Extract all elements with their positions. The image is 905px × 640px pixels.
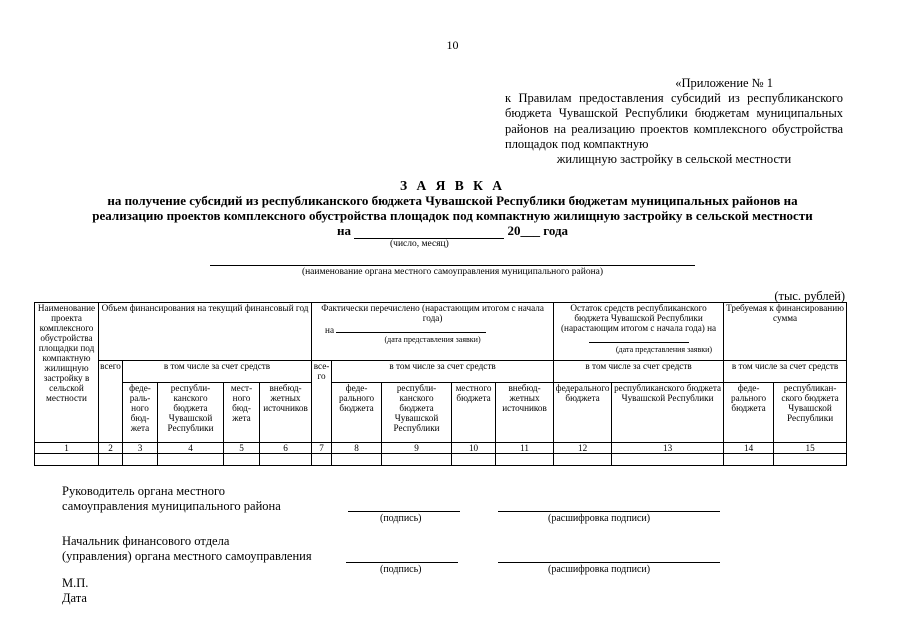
sub-federal-2: федерального бюджета [332,383,382,443]
finance-title-line-1: Начальник финансового отдела [62,534,230,548]
date-year: 20___ года [507,223,569,238]
finance-title-line-2: (управления) органа местного самоуправления [62,549,312,563]
date-line [0,223,905,239]
sub-offbudget-2: внебюджетных источников [496,383,554,443]
header-transferred-on: на [325,325,335,335]
header-incl-1: в том числе за счет средств [123,361,312,383]
header-total-2: всего [312,361,332,443]
header-transferred-date [313,323,552,335]
col-number: 6 [260,443,312,454]
col-number: 14 [724,443,774,454]
sub-federal-4: федерального бюджета [724,383,774,443]
appendix-body: к Правилам предоставления субсидий из республиканского бюджета Чувашской Республики бюджетам муниципальных районов на реализацию проектов комплексного обустройства площадок под компактную [505,91,843,151]
finance-decoding-caption: (расшифровка подписи) [548,564,651,575]
head-signature-caption: (подпись) [380,513,422,524]
sub-republic-3: республиканского бюджета Чувашской Республики [612,383,724,443]
header-project-name: Наименование проекта комплексного обустройства площадки под компактную жилищную застройку в сельской местности [35,303,99,443]
col-number: 2 [99,443,123,454]
col-number: 15 [774,443,847,454]
col-number: 4 [158,443,224,454]
col-number: 11 [496,443,554,454]
sub-republic-2: республиканского бюджета Чувашской Республики [382,383,452,443]
org-name-caption: (наименование органа местного самоуправления муниципального района) [301,267,604,277]
sub-republic-4: республиканского бюджета Чувашской Республики [774,383,847,443]
sub-local-1: местного бюджета [224,383,260,443]
date-caption: (число, месяц) [390,239,449,249]
header-transferred-text: Фактически перечислено (нарастающим итогом с начала года) [321,303,544,323]
header-transferred-blank [336,323,486,333]
col-number: 10 [452,443,496,454]
header-required: Требуемая к финансированию сумма [724,303,847,361]
col-number: 3 [123,443,158,454]
head-title-line-1: Руководитель органа местного [62,484,226,498]
head-signature-line [348,511,460,512]
appendix-title: «Приложение № 1 [675,76,773,90]
col-number: 12 [554,443,612,454]
sub-local-2: местного бюджета [452,383,496,443]
finance-signature-line [346,562,458,563]
date-blank [354,226,504,239]
col-number: 7 [312,443,332,454]
head-decoding-line [498,511,720,512]
appendix-last-line: жилищную застройку в сельской местности [556,152,792,167]
sub-offbudget-1: внебюджетных источников [260,383,312,443]
col-number: 8 [332,443,382,454]
head-signature-label [62,484,281,514]
document-heading: З А Я В К А [399,178,506,193]
subject-line-2: реализацию проектов комплексного обустройства площадок под компактную жилищную застройку в сельской местности [92,208,813,223]
header-total-1: всего [99,361,123,443]
header-incl-4: в том числе за счет средств [724,361,847,383]
sub-federal-1: федерального бюджета [123,383,158,443]
header-transferred [312,303,554,361]
appendix-note [505,76,843,167]
date-label: Дата [62,591,87,605]
header-transferred-caption: (дата представления заявки) [384,335,481,344]
sub-republic-1: республиканского бюджета Чувашской Республики [158,383,224,443]
application-table [34,302,847,466]
header-remaining-text: Остаток средств республиканского бюджета Чувашской Республики (нарастающим итогом с начала года) на [560,303,717,333]
header-incl-2: в том числе за счет средств [332,361,554,383]
col-number: 13 [612,443,724,454]
head-title-line-2: самоуправления муниципального района [62,499,281,513]
header-incl-3: в том числе за счет средств [554,361,724,383]
col-number: 5 [224,443,260,454]
page-number: 10 [446,38,459,52]
head-decoding-caption: (расшифровка подписи) [548,513,651,524]
date-prefix: на [336,223,351,238]
header-volume: Объем финансирования на текущий финансовый год [99,303,312,361]
header-remaining [554,303,724,361]
header-remaining-blank [589,333,689,343]
org-name-line [210,265,695,266]
finance-signature-caption: (подпись) [380,564,422,575]
header-remaining-caption: (дата представления заявки) [615,345,713,354]
col-number: 1 [35,443,99,454]
seal-label: М.П. [62,576,89,590]
finance-signature-label [62,534,312,564]
subject-line-1: на получение субсидий из республиканского бюджета Чувашской Республики бюджетам муниципальных районов на [107,193,798,208]
units-label: (тыс. рублей) [774,289,845,303]
document-subject [0,193,905,223]
table-row [35,454,847,466]
finance-decoding-line [498,562,720,563]
sub-federal-3: федерального бюджета [554,383,612,443]
column-number-row [35,443,847,454]
col-number: 9 [382,443,452,454]
